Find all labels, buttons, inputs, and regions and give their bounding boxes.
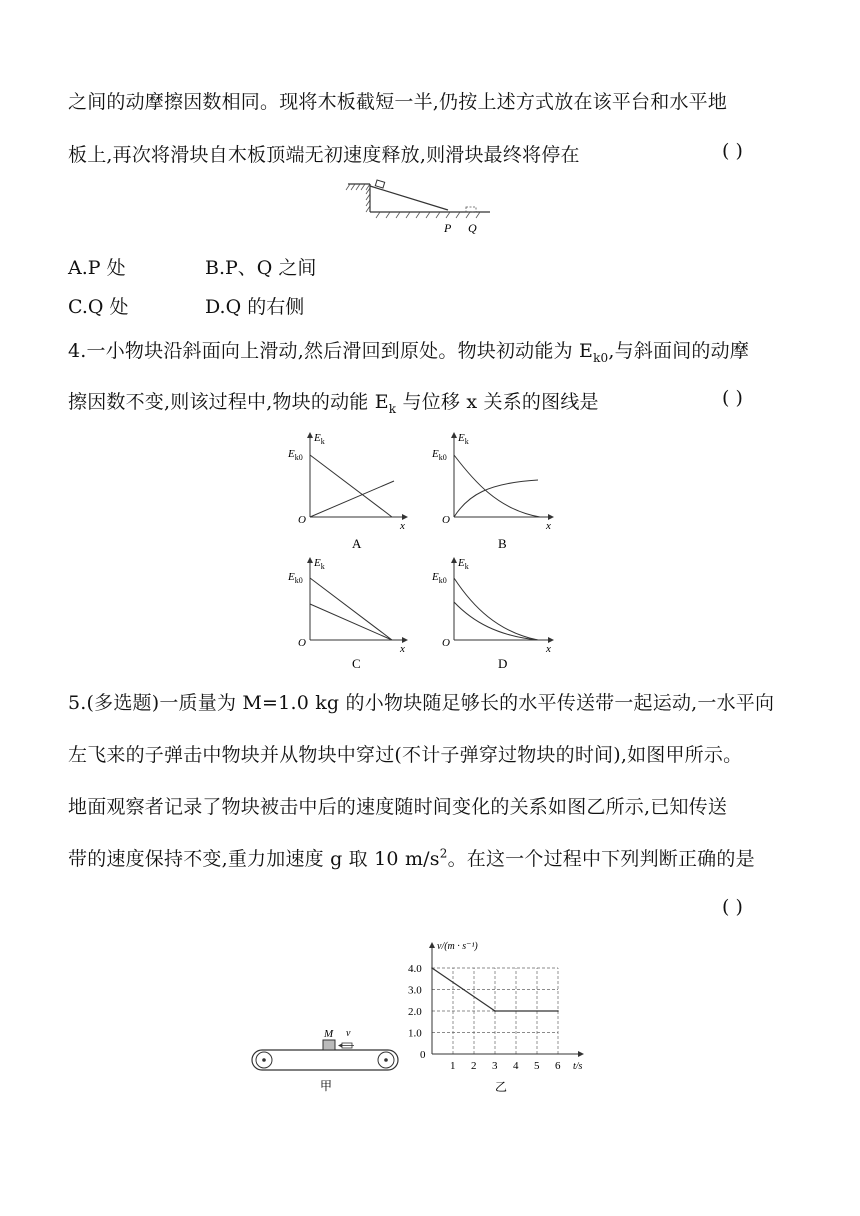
svg-text:Ek0: $E_{k0}$ <box>288 448 303 462</box>
q3-option-c[interactable]: C.Q 处 <box>68 296 129 318</box>
y-tick-label: 0 <box>420 1049 426 1061</box>
q3-incline-figure <box>340 178 510 238</box>
q4-answer-blank: ( ) <box>722 387 743 409</box>
caption-jia: 甲 <box>320 1079 333 1093</box>
x-tick-label: 6 <box>555 1060 561 1072</box>
data-point <box>431 967 433 969</box>
q3-text-line2: 板上,再次将滑块自木板顶端无初速度释放,则滑块最终将停在 <box>68 144 580 166</box>
q3-option-a[interactable]: A.P 处 <box>68 257 126 279</box>
q5-figure-jia <box>250 1026 400 1096</box>
svg-text:Ek: $E_k$ <box>314 557 325 571</box>
y-tick-label: 3.0 <box>408 984 422 997</box>
x-tick-label: 3 <box>492 1060 498 1072</box>
label-q: Q <box>468 221 477 235</box>
q5-text-line1: 5.(多选题)一质量为 M=1.0 kg 的小物块随足够长的水平传送带一起运动,一水平向 <box>68 692 775 714</box>
x-tick-label: 2 <box>471 1060 477 1072</box>
q4-graph-d[interactable] <box>428 552 568 676</box>
label-p: P <box>444 221 452 235</box>
q4-graph-c[interactable] <box>282 552 422 676</box>
svg-text:Ek0: $E_{k0}$ <box>432 448 447 462</box>
svg-text:M: M <box>324 1028 334 1040</box>
q5-text-line3: 地面观察者记录了物块被击中后的速度随时间变化的关系如图乙所示,已知传送 <box>68 796 728 818</box>
q3-option-b[interactable]: B.P、Q 之间 <box>205 257 317 279</box>
y-tick-label: 2.0 <box>408 1006 422 1018</box>
svg-text:O: O <box>442 637 450 649</box>
graph-d-label: D <box>498 656 508 671</box>
caption-yi: 乙 <box>495 1080 508 1094</box>
q5-text-line4: 带的速度保持不变,重力加速度 g 取 10 $m/s^2$。在这一个过程中下列判断正确的是 <box>68 846 755 870</box>
x-tick-label: 1 <box>450 1060 456 1072</box>
q5-text-line2: 左飞来的子弹击中物块并从物块中穿过(不计子弹穿过物块的时间),如图甲所示。 <box>68 744 743 766</box>
svg-text:Ek: $E_k$ <box>458 432 469 446</box>
svg-text:O: O <box>298 514 306 526</box>
q4-text-line1: 4.一小物块沿斜面向上滑动,然后滑回到原处。物块初动能为 $E_{k0}$,与斜面间的动摩 <box>68 340 750 365</box>
y-tick-label: 1.0 <box>408 1027 422 1040</box>
svg-text:Ek0: $E_{k0}$ <box>288 571 303 585</box>
q4-text-line2: 擦因数不变,则该过程中,物块的动能 $E_k$ 与位移 x 关系的图线是 <box>68 391 599 416</box>
data-point <box>494 1010 496 1012</box>
graph-a-label: A <box>352 536 362 551</box>
data-point <box>557 1010 559 1012</box>
svg-text:x: x <box>400 520 405 532</box>
svg-text:x: x <box>546 643 551 655</box>
x-tick-label: 4 <box>513 1060 519 1072</box>
svg-text:x: x <box>400 643 405 655</box>
svg-text:O: O <box>298 637 306 649</box>
svg-text:Ek0: $E_{k0}$ <box>432 571 447 585</box>
block-m <box>323 1040 335 1050</box>
q4-graph-b[interactable] <box>428 425 568 555</box>
y-tick-label: 4.0 <box>408 963 422 975</box>
chart-xlabel: t/s <box>573 1061 583 1072</box>
q3-option-d[interactable]: D.Q 的右侧 <box>205 296 305 318</box>
chart-ylabel: v/(m · s⁻¹) <box>437 941 478 952</box>
x-tick-label: 5 <box>534 1060 540 1072</box>
q3-text-line1: 之间的动摩擦因数相同。现将木板截短一半,仍按上述方式放在该平台和水平地 <box>68 91 728 113</box>
graph-b-label: B <box>498 536 507 551</box>
svg-text:x: x <box>546 520 551 532</box>
svg-text:O: O <box>442 514 450 526</box>
q5-figure-yi-chart <box>395 935 610 1100</box>
svg-text:v: v <box>346 1028 351 1039</box>
q5-answer-blank: ( ) <box>722 896 743 918</box>
svg-text:Ek: $E_k$ <box>458 557 469 571</box>
graph-c-label: C <box>352 656 361 671</box>
q3-answer-blank: ( ) <box>722 140 743 162</box>
q4-graph-a[interactable] <box>282 425 422 555</box>
svg-text:Ek: $E_k$ <box>314 432 325 446</box>
